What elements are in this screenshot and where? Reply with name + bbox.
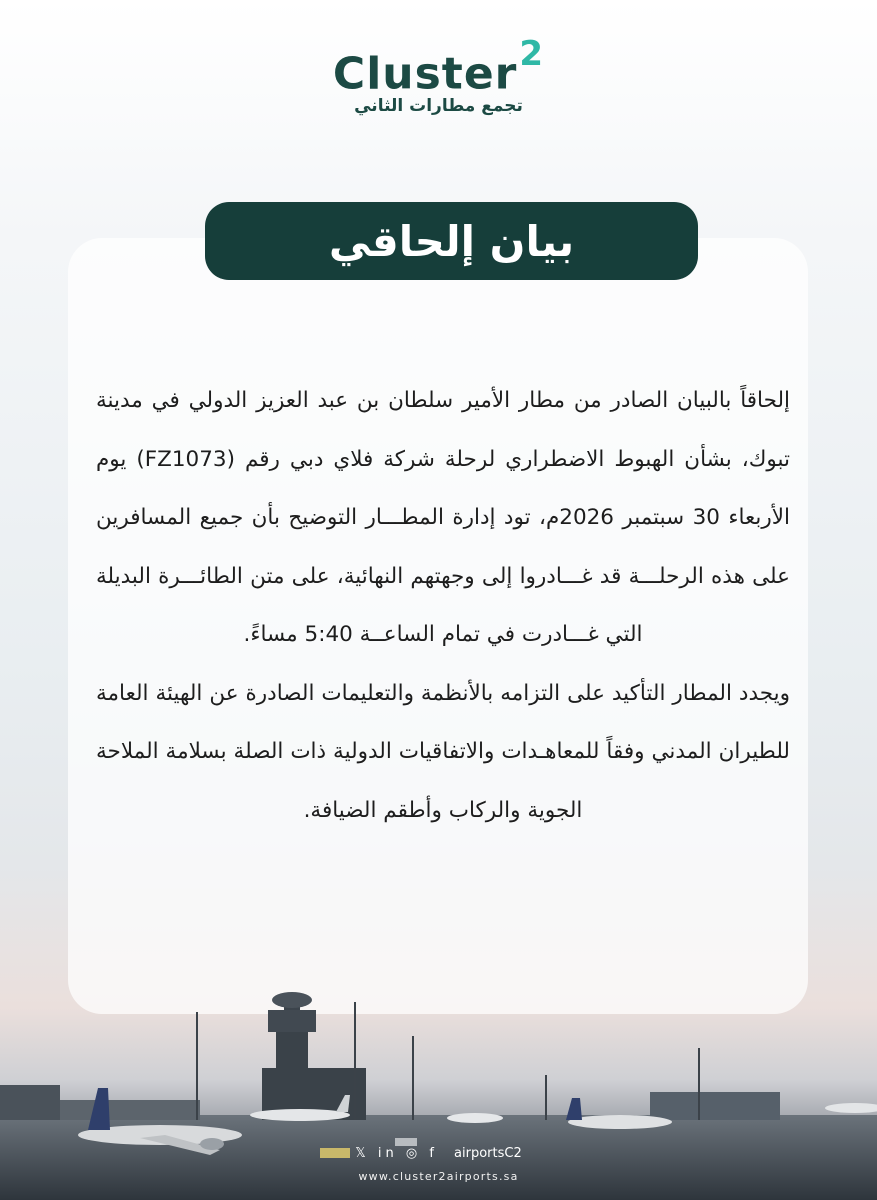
statement-title: بيان إلحاقي	[205, 202, 698, 280]
social-icons[interactable]: 𝕏 in ◎ f	[355, 1146, 438, 1161]
social-bar	[0, 1146, 877, 1161]
website-link[interactable]: www.cluster2airports.sa	[358, 1170, 519, 1183]
statement-body	[96, 372, 790, 840]
social-handle[interactable]: airportsC2	[454, 1146, 522, 1161]
paragraph-2: ويجدد المطار التأكيد على التزامه بالأنظمة والتعليمات الصادرة عن الهيئة العامة للطيران المدني وفقاً للمعاهـدات والاتفاقيات الدولية ذات الصلة بسلامة الملاحة الجوية والركاب وأطقم الضيافة.	[96, 680, 790, 823]
logo-wordmark: Cluster$^2$	[332, 34, 545, 100]
logo-subtitle: تجمع مطارات الثاني	[354, 95, 523, 116]
logo-number: 2	[519, 34, 545, 74]
airport-scene	[0, 980, 877, 1200]
brand-logo	[0, 34, 877, 116]
paragraph-1: إلحاقاً بالبيان الصادر من مطار الأمير سلطان بن عبد العزيز الدولي في مدينة تبوك، بشأن الهبوط الاضطراري لرحلة شركة فلاي دبي رقم (FZ1073) يوم الأربعاء 30 سبتمبر 2026م، تود إدارة المطـــار التوضيح بأن جميع المسافرين على هذه الرحلـــة قد غـــادروا إلى وجهتهم النهائية، على متن الطائـــرة البديلة التي غـــادرت في تمام الساعــة 5:40 مساءً.	[96, 388, 790, 647]
